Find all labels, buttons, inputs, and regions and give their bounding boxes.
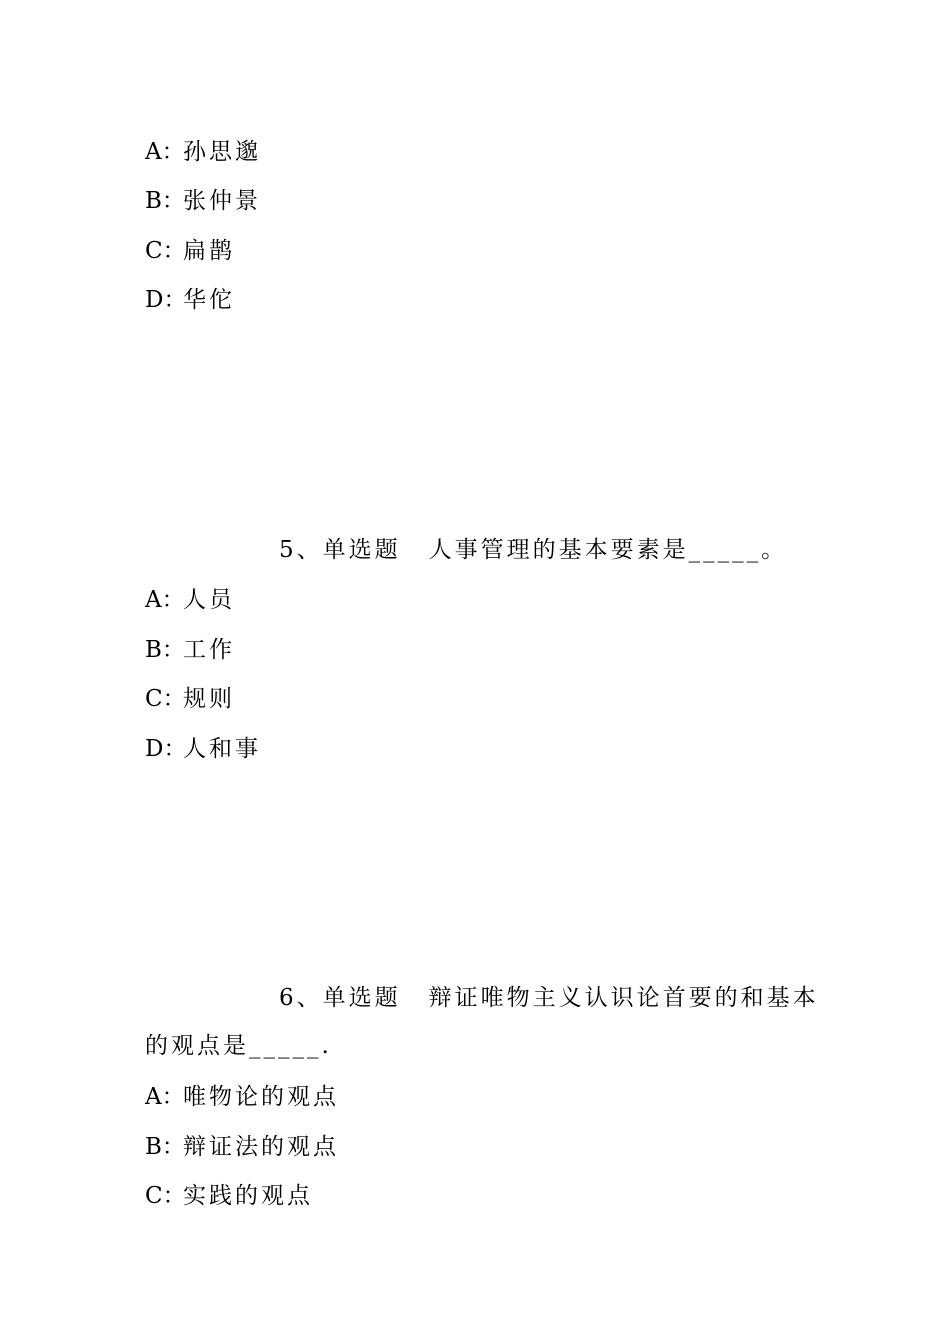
q5-option-d <box>145 734 261 764</box>
q5-stem <box>145 526 825 574</box>
option-text: 华佗 <box>183 287 235 313</box>
option-key: C： <box>145 1183 186 1209</box>
option-text: 人员 <box>183 587 235 613</box>
option-key: D： <box>145 287 187 313</box>
option-text: 工作 <box>183 637 235 663</box>
q6-stem-line2: 的观点是_____. <box>145 1033 332 1059</box>
q6-stem-line1: 辩证唯物主义认识论首要的和基本 <box>428 985 819 1011</box>
q5-option-c <box>145 684 235 714</box>
option-text: 孙思邈 <box>183 139 261 165</box>
option-key: B： <box>145 188 185 214</box>
option-text: 实践的观点 <box>183 1183 313 1209</box>
q4-option-c <box>145 236 235 266</box>
q6-number: 6、单选题 <box>279 985 401 1011</box>
q4-option-d <box>145 285 235 315</box>
option-key: C： <box>145 686 186 712</box>
option-key: B： <box>145 637 185 663</box>
option-key: A： <box>145 1084 185 1110</box>
q6-option-c <box>145 1181 313 1211</box>
option-key: B： <box>145 1134 185 1160</box>
option-text: 唯物论的观点 <box>183 1084 339 1110</box>
option-key: A： <box>145 587 185 613</box>
q5-stem-text: 人事管理的基本要素是_____。 <box>428 537 788 563</box>
q6-stem <box>145 974 825 1070</box>
option-key: C： <box>145 238 186 264</box>
option-text: 张仲景 <box>183 188 261 214</box>
q6-option-a <box>145 1082 339 1112</box>
option-text: 辩证法的观点 <box>183 1134 339 1160</box>
q4-option-b <box>145 186 261 216</box>
option-text: 人和事 <box>183 736 261 762</box>
option-text: 扁鹊 <box>183 238 235 264</box>
q5-number: 5、单选题 <box>279 537 401 563</box>
option-text: 规则 <box>183 686 235 712</box>
q5-option-b <box>145 635 235 665</box>
q5-option-a <box>145 585 235 615</box>
option-key: D： <box>145 736 187 762</box>
option-key: A： <box>145 139 185 165</box>
q4-option-a <box>145 137 261 167</box>
q6-option-b <box>145 1132 339 1162</box>
